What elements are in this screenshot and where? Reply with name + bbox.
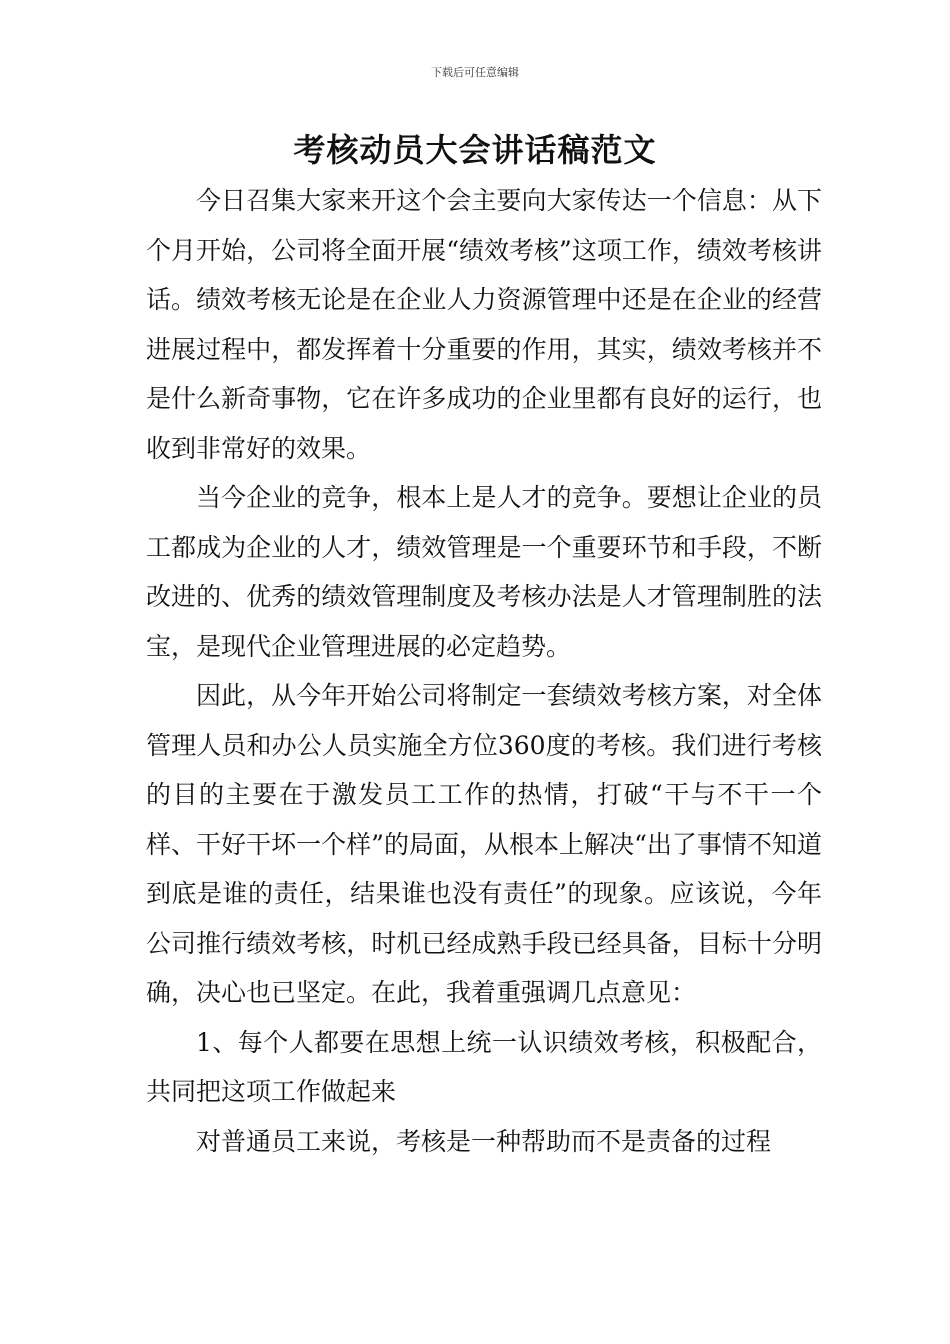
paragraph-2: 当今企业的竞争，根本上是人才的竞争。要想让企业的员工都成为企业的人才，绩效管理是一个重要环节和手段，不断改进的、优秀的绩效管理制度及考核办法是人才管理制胜的法宝，是现代企业管理进展的必定趋势。 (146, 483, 822, 661)
document-title: 考核动员大会讲话稿范文 (293, 131, 657, 169)
paragraph-5: 对普通员工来说，考核是一种帮助而不是责备的过程 (196, 1126, 772, 1156)
paragraph-1: 今日召集大家来开这个会主要向大家传达一个信息：从下个月开始，公司将全面开展“绩效考核”这项工作，绩效考核讲话。绩效考核无论是在企业人力资源管理中还是在企业的经营进展过程中，都发挥着十分重要的作用，其实，绩效考核并不是什么新奇事物，它在许多成功的企业里都有良好的运行，也收到非常好的效果。 (146, 186, 822, 463)
document-body (146, 176, 822, 1166)
paragraph-4: 1、每个人都要在思想上统一认识绩效考核，积极配合，共同把这项工作做起来 (146, 1027, 822, 1106)
paragraph-3: 因此，从今年开始公司将制定一套绩效考核方案，对全体管理人员和办公人员实施全方位360度的考核。我们进行考核的目的主要在于激发员工工作的热情，打破“干与不干一个样、干好干坏一个样”的局面，从根本上解决“出了事情不知道到底是谁的责任，结果谁也没有责任”的现象。应该说，今年公司推行绩效考核，时机已经成熟手段已经具备，目标十分明确，决心也已坚定。在此，我着重强调几点意见： (146, 681, 822, 1007)
header-note: 下载后可任意编辑 (431, 66, 519, 79)
